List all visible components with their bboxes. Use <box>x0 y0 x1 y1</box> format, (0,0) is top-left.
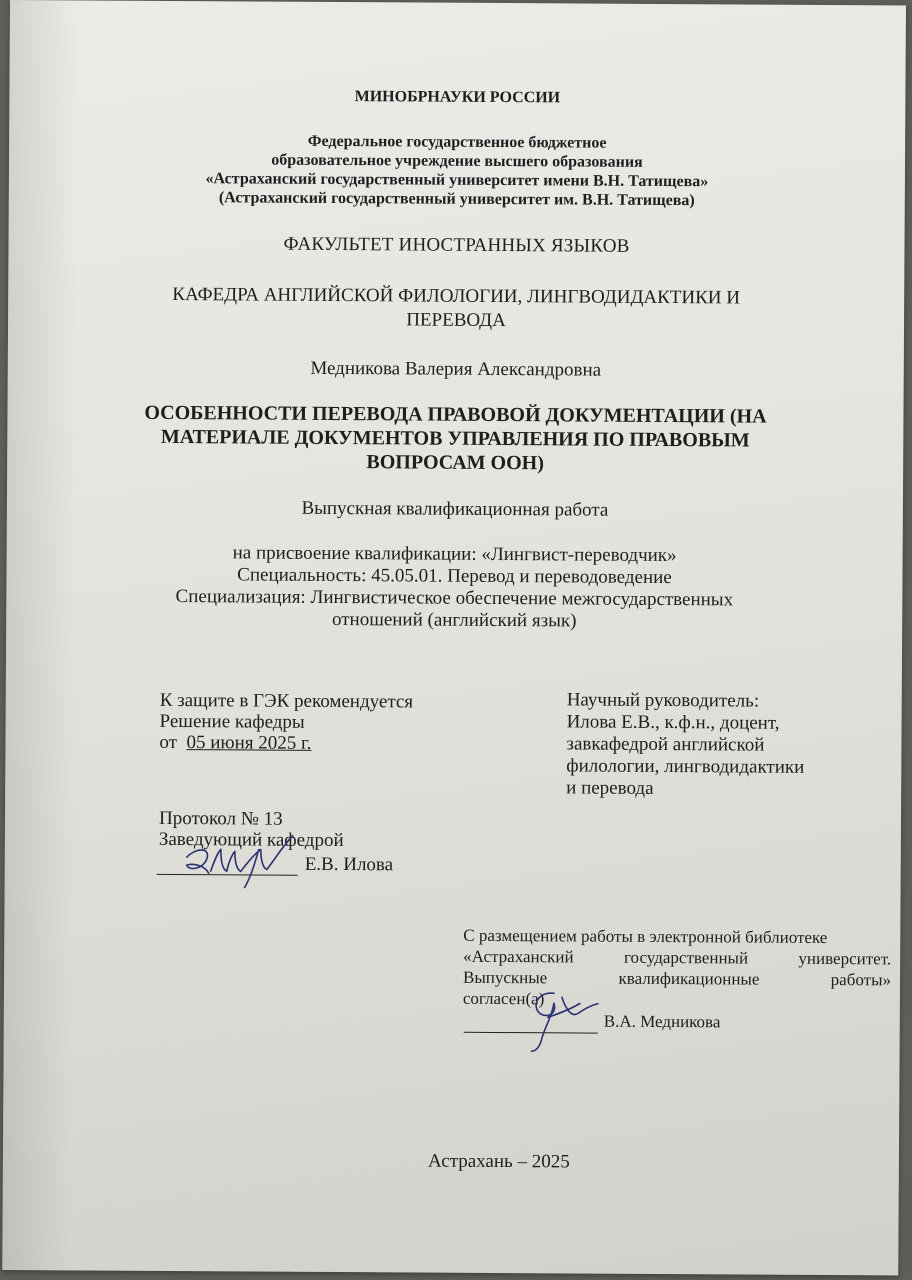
department-line: КАФЕДРА АНГЛИЙСКОЙ ФИЛОЛОГИИ, ЛИНГВОДИДАКТИКИ И <box>172 283 741 309</box>
student-signature <box>514 983 604 1056</box>
qualification-line: Специальность: 45.05.01. Перевод и переводоведение <box>237 564 672 589</box>
department-line: ПЕРЕВОДА <box>406 309 506 332</box>
student-name: В.А. Медникова <box>603 1011 721 1032</box>
decision-date-row <box>159 732 412 755</box>
decision-label: Решение кафедры <box>159 710 305 733</box>
qualification-line: отношений (английский язык) <box>331 608 577 632</box>
supervisor-line: завкафедрой английской <box>566 733 765 756</box>
faculty-name: ФАКУЛЬТЕТ ИНОСТРАННЫХ ЯЗЫКОВ <box>283 233 630 257</box>
supervisor-line: Илова Е.В., к.ф.н., доцент, <box>566 711 780 734</box>
qualification-line: Специализация: Лингвистическое обеспечение межгосударственных <box>175 586 734 611</box>
supervisor-line: и перевода <box>566 777 654 799</box>
university-line: образовательное учреждение высшего образования <box>271 151 643 171</box>
thesis-title <box>7 400 903 477</box>
head-title: Заведующий кафедрой <box>158 828 344 852</box>
university-line: (Астраханский государственный университет им. В.Н. Татищева) <box>218 189 695 210</box>
qualification-line: на присвоение квалификации: «Лингвист-переводчик» <box>232 542 677 567</box>
consent-line: «Астраханский государственный университет. <box>463 946 892 969</box>
title-line: ОСОБЕННОСТИ ПЕРЕВОДА ПРАВОВОЙ ДОКУМЕНТАЦИИ (НА <box>144 401 767 428</box>
university-line: Федеральное государственное бюджетное <box>307 132 607 152</box>
supervisor-block <box>566 689 805 800</box>
head-name: Е.В. Илова <box>304 853 394 876</box>
supervisor-line: Научный руководитель: <box>566 689 760 712</box>
qualification-block <box>6 541 903 634</box>
title-line: ВОПРОСАМ ООН) <box>366 451 544 475</box>
decision-date: 05 июня 2025 г. <box>186 732 312 754</box>
work-type: Выпускная квалификационная работа <box>301 497 609 521</box>
department-name <box>8 282 904 335</box>
title-page <box>2 0 906 1275</box>
date-prefix: от <box>159 731 178 754</box>
supervisor-line: филологии, лингводидактики <box>566 755 805 778</box>
consent-line: Выпускные квалификационные работы» <box>462 967 892 990</box>
protocol-number: Протокол № 13 <box>158 807 283 830</box>
ministry-name: МИНОБРНАУКИ РОССИИ <box>354 88 561 107</box>
recommended-label: К защите в ГЭК рекомендуется <box>159 689 414 713</box>
head-signature <box>175 829 305 894</box>
defense-recommendation <box>159 690 413 755</box>
title-line: МАТЕРИАЛЕ ДОКУМЕНТОВ УПРАВЛЕНИЯ ПО ПРАВОВЫМ <box>160 425 750 452</box>
university-name <box>9 130 905 211</box>
university-line: «Астраханский государственный университет имени В.Н. Татищева» <box>205 170 709 191</box>
consent-line: С размещением работы в электронной библиотеке <box>463 925 828 948</box>
author-name: Медникова Валерия Александровна <box>310 357 602 381</box>
city-year: Астрахань – 2025 <box>428 1150 570 1173</box>
consent-line: согласен(а) <box>462 988 545 1009</box>
